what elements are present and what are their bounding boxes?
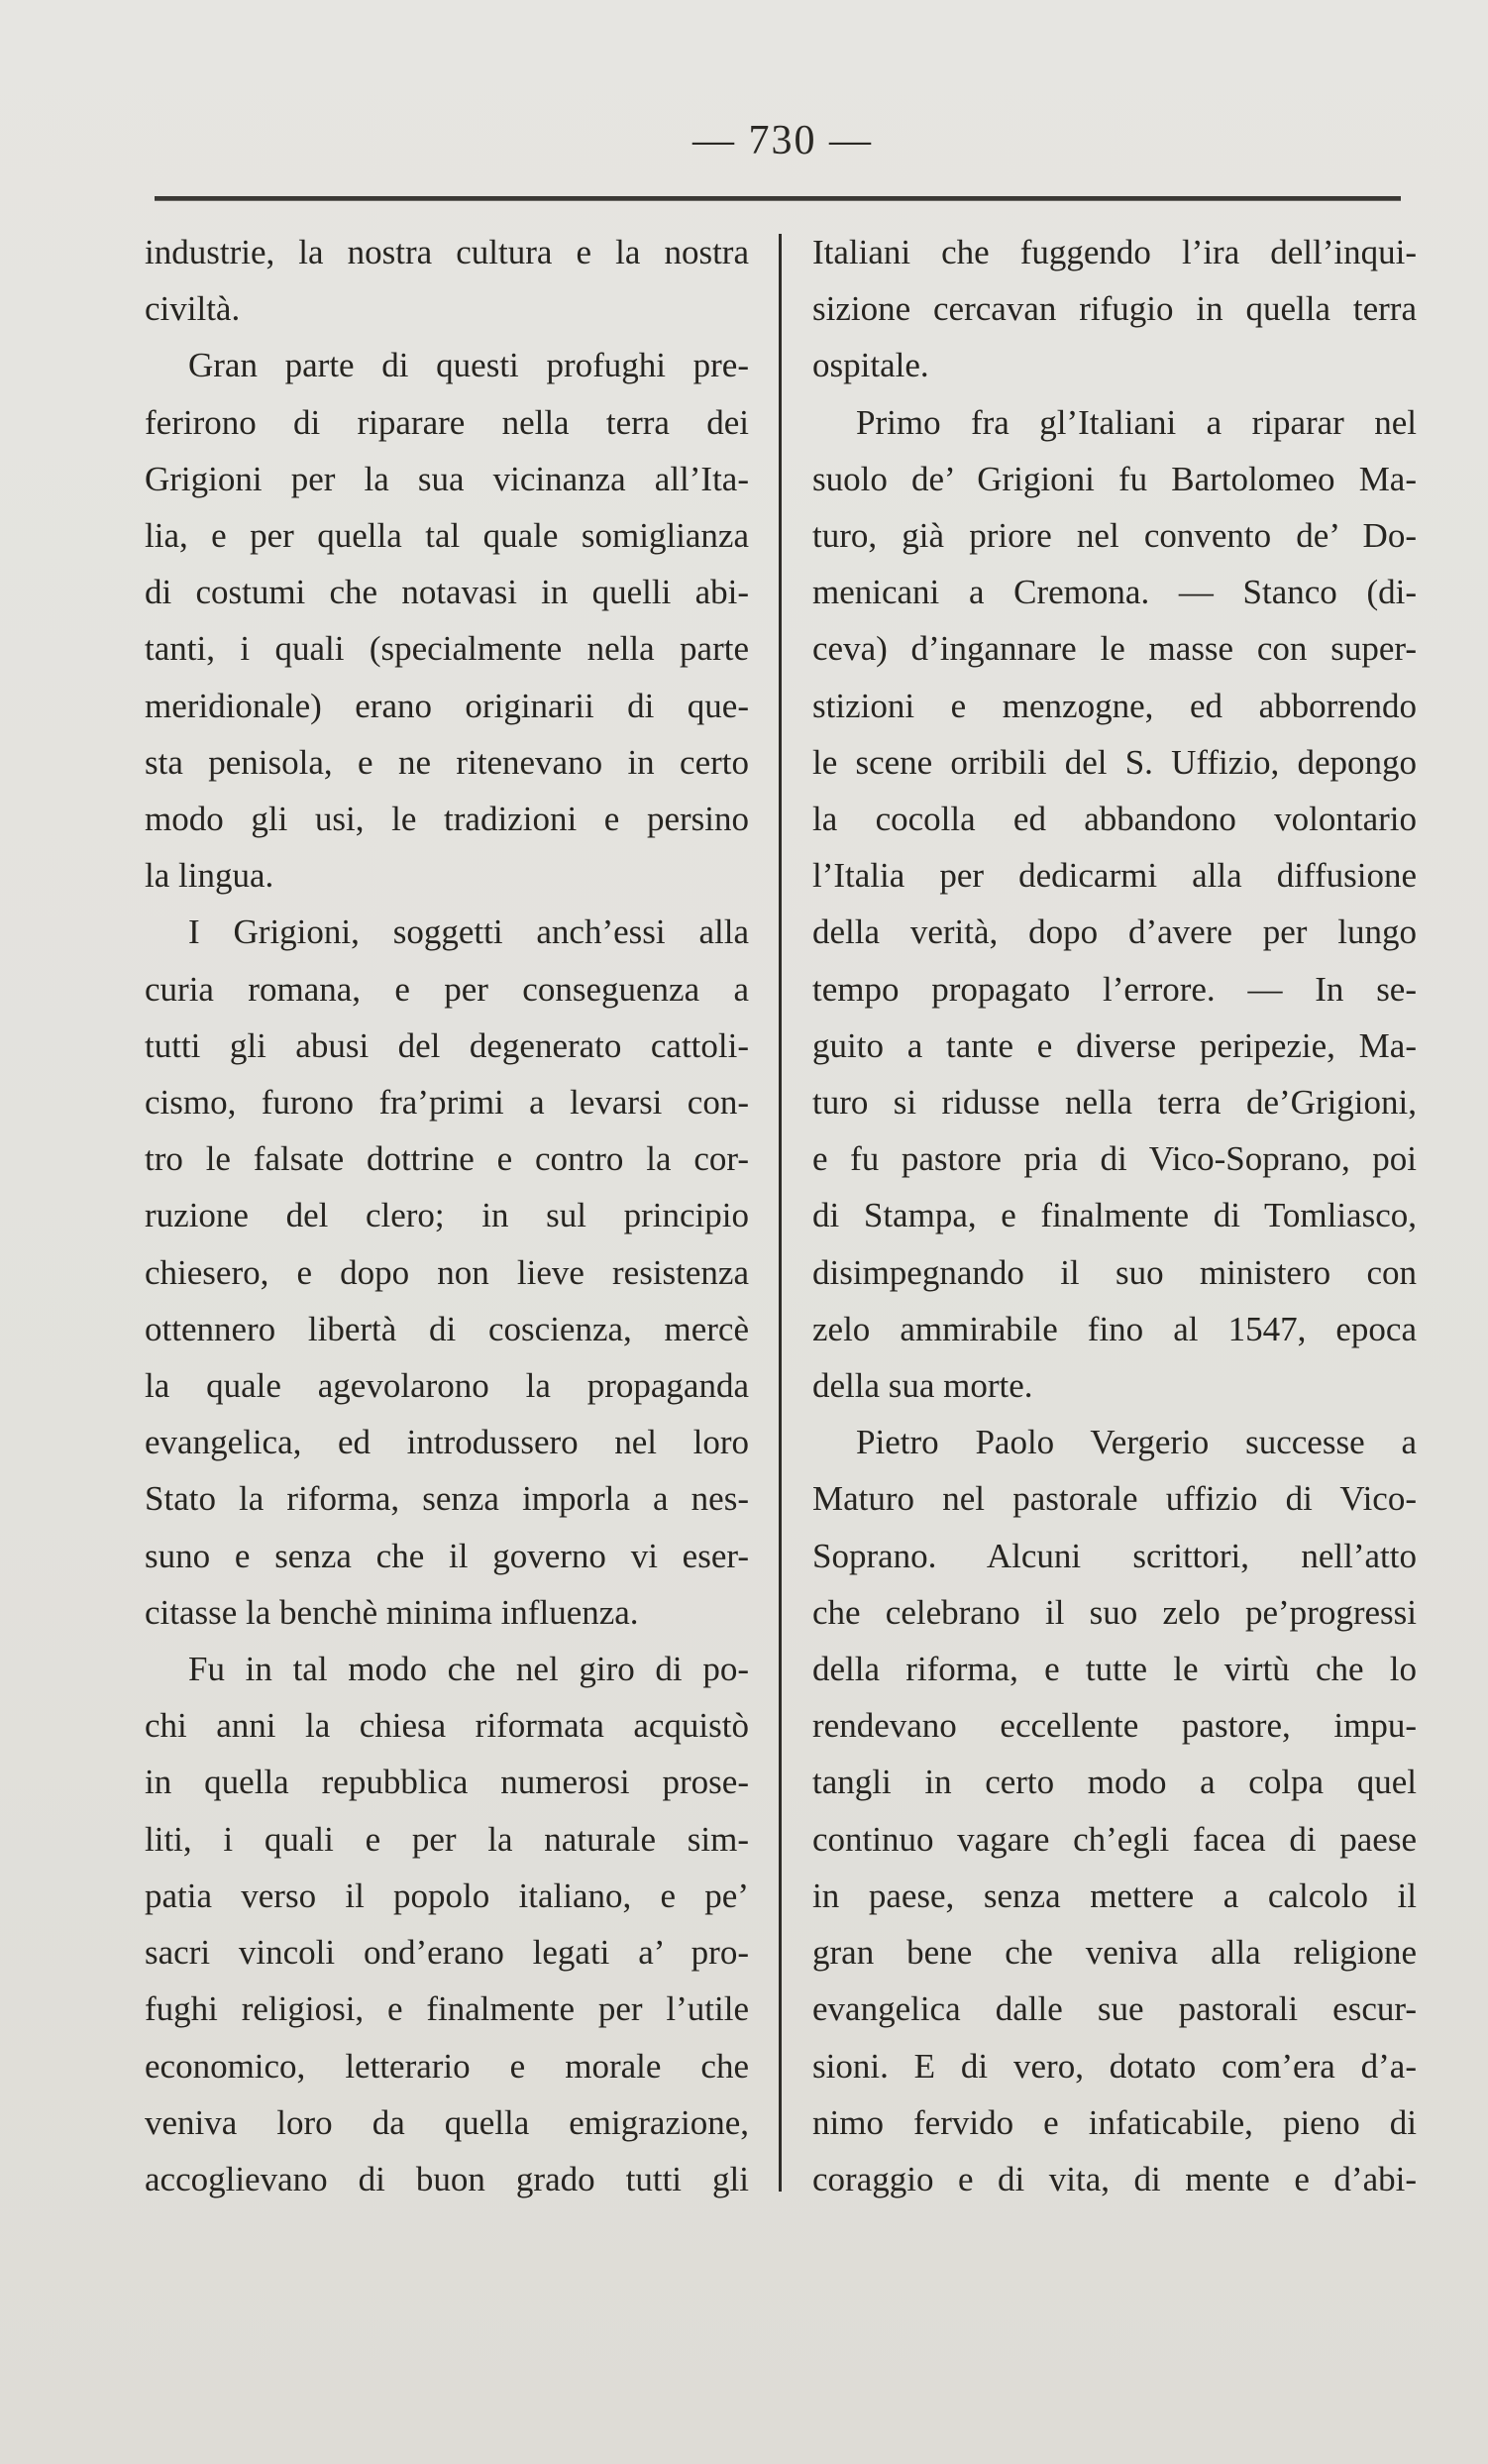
text-line: della verità, dopo d’avere per lungo bbox=[812, 912, 1417, 952]
text-line: tangli in certo modo a colpa quel bbox=[812, 1763, 1417, 1802]
text-line: cismo, furono fra’primi a levarsi con- bbox=[145, 1083, 749, 1123]
header-rule bbox=[155, 196, 1401, 201]
text-line: nimo fervido e infaticabile, pieno di bbox=[812, 2102, 1417, 2142]
text-line: evangelica dalle sue pastorali escur- bbox=[812, 1989, 1417, 2029]
paragraph bbox=[812, 224, 1417, 394]
paragraph bbox=[145, 904, 749, 1641]
text-line: Stato la riforma, senza imporla a nes- bbox=[145, 1479, 749, 1519]
text-line: sacri vincoli ond’erano legati a’ pro- bbox=[145, 1933, 749, 1973]
text-line: Soprano. Alcuni scrittori, nell’atto bbox=[812, 1536, 1417, 1575]
text-line: sizione cercavan rifugio in quella terra bbox=[812, 289, 1417, 329]
text-line: che celebrano il suo zelo pe’progressi bbox=[812, 1592, 1417, 1632]
text-line: meridionale) erano originarii di que- bbox=[145, 686, 749, 725]
text-line: zelo ammirabile fino al 1547, epoca bbox=[812, 1309, 1417, 1348]
text-line: stizioni e menzogne, ed abborrendo bbox=[812, 686, 1417, 725]
text-line: suno e senza che il governo vi eser- bbox=[145, 1536, 749, 1575]
text-line: sioni. E di vero, dotato com’era d’a- bbox=[812, 2046, 1417, 2086]
text-line: tutti gli abusi del degenerato cattoli- bbox=[145, 1025, 749, 1065]
text-line: coraggio e di vita, di mente e d’abi- bbox=[812, 2159, 1417, 2198]
text-line: economico, letterario e morale che bbox=[145, 2046, 749, 2086]
text-line: turo si ridusse nella terra de’Grigioni, bbox=[812, 1083, 1417, 1123]
text-line: citasse la benchè minima influenza. bbox=[145, 1592, 639, 1632]
text-line: I Grigioni, soggetti anch’essi alla bbox=[188, 912, 749, 952]
text-line: la lingua. bbox=[145, 856, 274, 896]
text-line: curia romana, e per conseguenza a bbox=[145, 969, 749, 1009]
paragraph bbox=[145, 1641, 749, 2207]
text-line: tempo propagato l’errore. — In se- bbox=[812, 969, 1417, 1009]
text-line: chi anni la chiesa riformata acquistò bbox=[145, 1706, 749, 1746]
text-line: suolo de’ Grigioni fu Bartolomeo Ma- bbox=[812, 459, 1417, 498]
text-line: la cocolla ed abbandono volontario bbox=[812, 800, 1417, 839]
text-line: ruzione del clero; in sul principio bbox=[145, 1196, 749, 1235]
text-line: chiesero, e dopo non lieve resistenza bbox=[145, 1252, 749, 1292]
text-line: accoglievano di buon grado tutti gli bbox=[145, 2159, 749, 2198]
text-line: di costumi che notavasi in quelli abi- bbox=[145, 573, 749, 612]
text-line: disimpegnando il suo ministero con bbox=[812, 1252, 1417, 1292]
text-line: lia, e per quella tal quale somiglianza bbox=[145, 516, 749, 556]
text-line: ospitale. bbox=[812, 346, 929, 385]
paragraph bbox=[145, 337, 749, 904]
text-line: ottennero libertà di coscienza, mercè bbox=[145, 1309, 749, 1348]
text-line: sta penisola, e ne ritenevano in certo bbox=[145, 742, 749, 782]
text-line: della sua morte. bbox=[812, 1366, 1033, 1406]
text-line: di Stampa, e finalmente di Tomliasco, bbox=[812, 1196, 1417, 1235]
text-line: liti, i quali e per la naturale sim- bbox=[145, 1819, 749, 1859]
text-line: tanti, i quali (specialmente nella parte bbox=[145, 629, 749, 669]
text-line: civiltà. bbox=[145, 289, 241, 329]
paragraph bbox=[812, 394, 1417, 1415]
right-text-column bbox=[812, 224, 1417, 2207]
text-line: Italiani che fuggendo l’ira dell’inqui- bbox=[812, 233, 1417, 271]
text-line: tro le falsate dottrine e contro la cor- bbox=[145, 1139, 749, 1179]
text-line: in quella repubblica numerosi prose- bbox=[145, 1763, 749, 1802]
text-line: l’Italia per dedicarmi alla diffusione bbox=[812, 856, 1417, 896]
text-line: rendevano eccellente pastore, impu- bbox=[812, 1706, 1417, 1746]
text-line: Primo fra gl’Italiani a riparar nel bbox=[856, 402, 1417, 442]
text-line: patia verso il popolo italiano, e pe’ bbox=[145, 1875, 749, 1915]
text-line: veniva loro da quella emigrazione, bbox=[145, 2102, 749, 2142]
paragraph bbox=[145, 224, 749, 337]
text-line: modo gli usi, le tradizioni e persino bbox=[145, 800, 749, 839]
text-line: turo, già priore nel convento de’ Do- bbox=[812, 516, 1417, 556]
text-line: ferirono di riparare nella terra dei bbox=[145, 402, 749, 442]
text-line: industrie, la nostra cultura e la nostra bbox=[145, 233, 749, 271]
text-line: guito a tante e diverse peripezie, Ma- bbox=[812, 1025, 1417, 1065]
text-line: ceva) d’ingannare le masse con super- bbox=[812, 629, 1417, 669]
page-number: — 730 — bbox=[692, 118, 873, 163]
text-line: gran bene che veniva alla religione bbox=[812, 1933, 1417, 1973]
left-text-column bbox=[145, 224, 749, 2207]
text-line: e fu pastore pria di Vico-Soprano, poi bbox=[812, 1139, 1417, 1179]
text-line: continuo vagare ch’egli facea di paese bbox=[812, 1819, 1417, 1859]
text-line: menicani a Cremona. — Stanco (di- bbox=[812, 573, 1417, 612]
text-line: evangelica, ed introdussero nel loro bbox=[145, 1423, 749, 1462]
text-line: in paese, senza mettere a calcolo il bbox=[812, 1875, 1417, 1915]
text-line: della riforma, e tutte le virtù che lo bbox=[812, 1650, 1417, 1689]
text-line: Grigioni per la sua vicinanza all’Ita- bbox=[145, 459, 749, 498]
column-divider bbox=[779, 234, 782, 2192]
text-line: Pietro Paolo Vergerio successe a bbox=[856, 1423, 1417, 1462]
text-line: le scene orribili del S. Uffizio, depongo bbox=[812, 742, 1417, 782]
text-line: fughi religiosi, e finalmente per l’utile bbox=[145, 1989, 749, 2029]
text-line: Maturo nel pastorale uffizio di Vico- bbox=[812, 1479, 1417, 1519]
text-line: la quale agevolarono la propaganda bbox=[145, 1366, 749, 1406]
paragraph bbox=[812, 1414, 1417, 2207]
text-line: Fu in tal modo che nel giro di po- bbox=[188, 1650, 749, 1689]
text-line: Gran parte di questi profughi pre- bbox=[188, 346, 749, 385]
